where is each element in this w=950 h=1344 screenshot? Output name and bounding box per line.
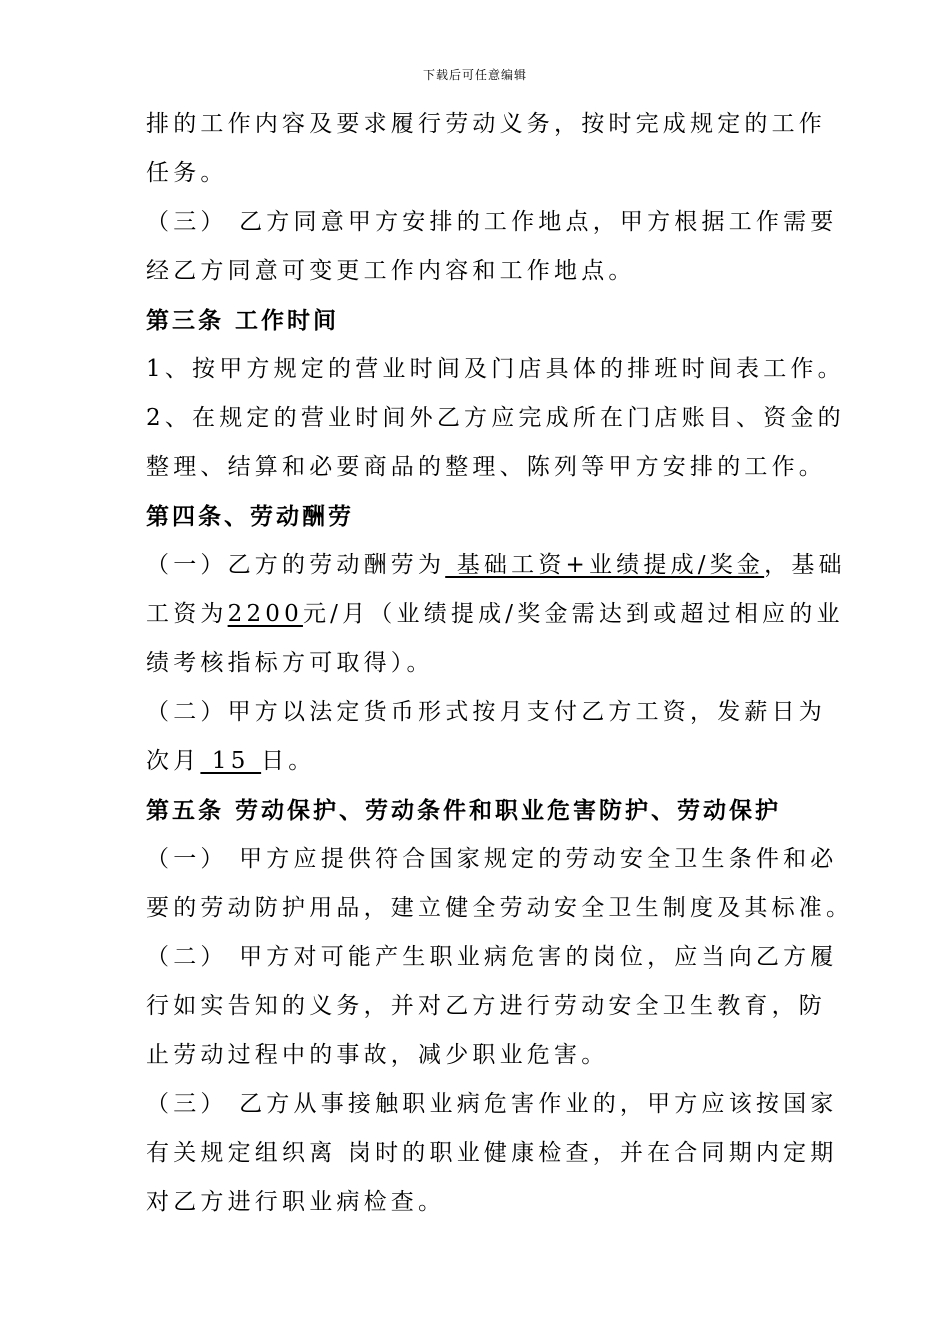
paragraph-line: 对乙方进行职业病检查。 [146,1189,446,1215]
paragraph-line: （一） 甲方应提供符合国家规定的劳动安全卫生条件和必 [146,846,838,872]
paragraph-line: 要的劳动防护用品，建立健全劳动安全卫生制度及其标准。 [146,895,854,921]
text-segment: 日。 [261,748,316,774]
paragraph-line: 排的工作内容及要求履行劳动义务，按时完成规定的工作 [146,111,826,137]
paragraph-line [146,541,846,590]
filled-blank: 2200 [227,601,303,627]
paragraph-line: 绩考核指标方可取得）。 [146,650,434,676]
paragraph-line: 整理、结算和必要商品的整理、陈列等甲方安排的工作。 [146,454,826,480]
filled-blank: 基础工资+业绩提成/奖金 [445,552,765,578]
article-heading: 第三条 工作时间 [146,307,340,334]
paragraph-line: 行如实告知的义务，并对乙方进行劳动安全卫生教育，防 [146,993,826,1019]
paragraph-line [146,737,808,786]
paragraph-line: 有关规定组织离 岗时的职业健康检查，并在合同期内定期 [146,1140,838,1166]
text-segment: ，基础 [764,552,846,578]
paragraph-line: 1、按甲方规定的营业时间及门店具体的排班时间表工作。 [146,356,845,382]
document-body [146,100,854,1227]
paragraph-line: （二）甲方以法定货币形式按月支付乙方工资，发薪日为 [146,699,826,725]
text-segment: 次月 [146,748,201,774]
text-segment: 元/月（业绩提成/奖金需达到或超过相应的业 [302,601,844,627]
paragraph-line: （三） 乙方从事接触职业病危害作业的，甲方应该按国家 [146,1091,838,1117]
text-segment: 工资为 [146,601,228,627]
paragraph-line [146,590,844,639]
page-header: 下载后可任意编辑 [422,68,527,82]
article-heading: 第五条 劳动保护、劳动条件和职业危害防护、劳动保护 [146,797,782,824]
article-heading: 第四条、劳动酬劳 [146,503,354,530]
text-segment: （一）乙方的劳动酬劳为 [146,552,446,578]
paragraph-line: （三） 乙方同意甲方安排的工作地点，甲方根据工作需要 [146,209,838,235]
paragraph-line: 止劳动过程中的事故，减少职业危害。 [146,1042,609,1068]
paragraph-line: 经乙方同意可变更工作内容和工作地点。 [146,258,636,284]
paragraph-line: 2、在规定的营业时间外乙方应完成所在门店账目、资金的 [146,405,845,431]
paragraph-line: 任务。 [146,160,228,186]
filled-blank: 15 [200,748,262,774]
paragraph-line: （二） 甲方对可能产生职业病危害的岗位，应当向乙方履 [146,944,838,970]
